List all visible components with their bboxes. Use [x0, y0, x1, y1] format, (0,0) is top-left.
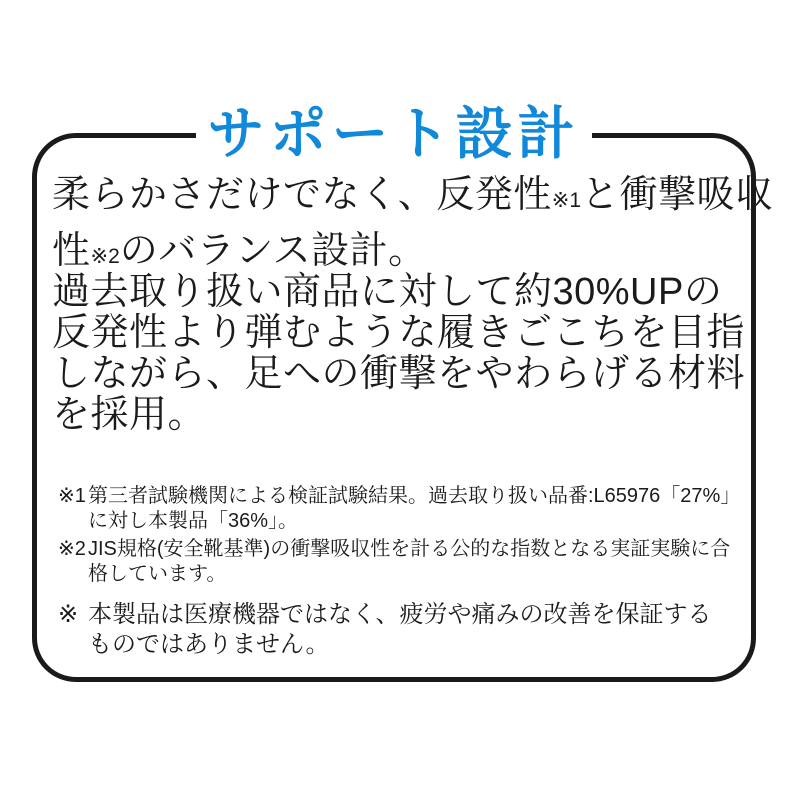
- paragraph-line: しながら、足への衝撃をやわらげる材料: [52, 353, 746, 395]
- footnote-1-marker: ※1: [58, 485, 86, 507]
- body-text-run: 性: [52, 230, 91, 272]
- paragraph-line: [52, 170, 774, 226]
- footnote-2-text: [88, 537, 738, 587]
- footnote-2-marker: ※2: [58, 538, 86, 560]
- footnote-line: に対し本製品「36%」。: [88, 510, 299, 532]
- footnote-line: JIS規格(安全靴基準)の衝撃吸収性を計る公的な指数となる実証実験に合: [88, 538, 731, 560]
- disclaimer-marker: ※: [58, 601, 79, 628]
- footnote-ref-1: ※1: [551, 189, 582, 212]
- body-paragraph-performance: [52, 271, 746, 436]
- footnote-ref-2: ※2: [90, 245, 120, 268]
- footnote-line: 格しています。: [88, 563, 227, 585]
- disclaimer-line: 本製品は医療機器ではなく、疲労や痛みの改善を保証する: [88, 601, 712, 628]
- body-text-run: 柔らかさだけでなく、反発性: [52, 174, 552, 216]
- footnote-1: [58, 484, 741, 534]
- page-title: サポート設計: [196, 100, 592, 168]
- body-text-run: と衝撃吸収: [581, 174, 774, 216]
- body-text-run: のバランス設計。: [119, 230, 427, 272]
- medical-disclaimer: [58, 600, 738, 660]
- footnote-1-text: [88, 484, 740, 534]
- footnotes-section: [58, 484, 741, 587]
- disclaimer-text: [88, 600, 738, 660]
- body-paragraph-balance: [52, 170, 774, 282]
- paragraph-line: 反発性より弾むような履きごこちを目指: [52, 312, 746, 354]
- disclaimer-line: ものではありません。: [88, 631, 330, 658]
- paragraph-line: を採用。: [52, 394, 207, 436]
- footnote-2: [58, 537, 738, 587]
- footnote-line: 第三者試験機関による検証試験結果。過去取り扱い品番:L65976「27%」: [88, 485, 741, 507]
- paragraph-line: 過去取り扱い商品に対して約30%UPの: [52, 271, 723, 313]
